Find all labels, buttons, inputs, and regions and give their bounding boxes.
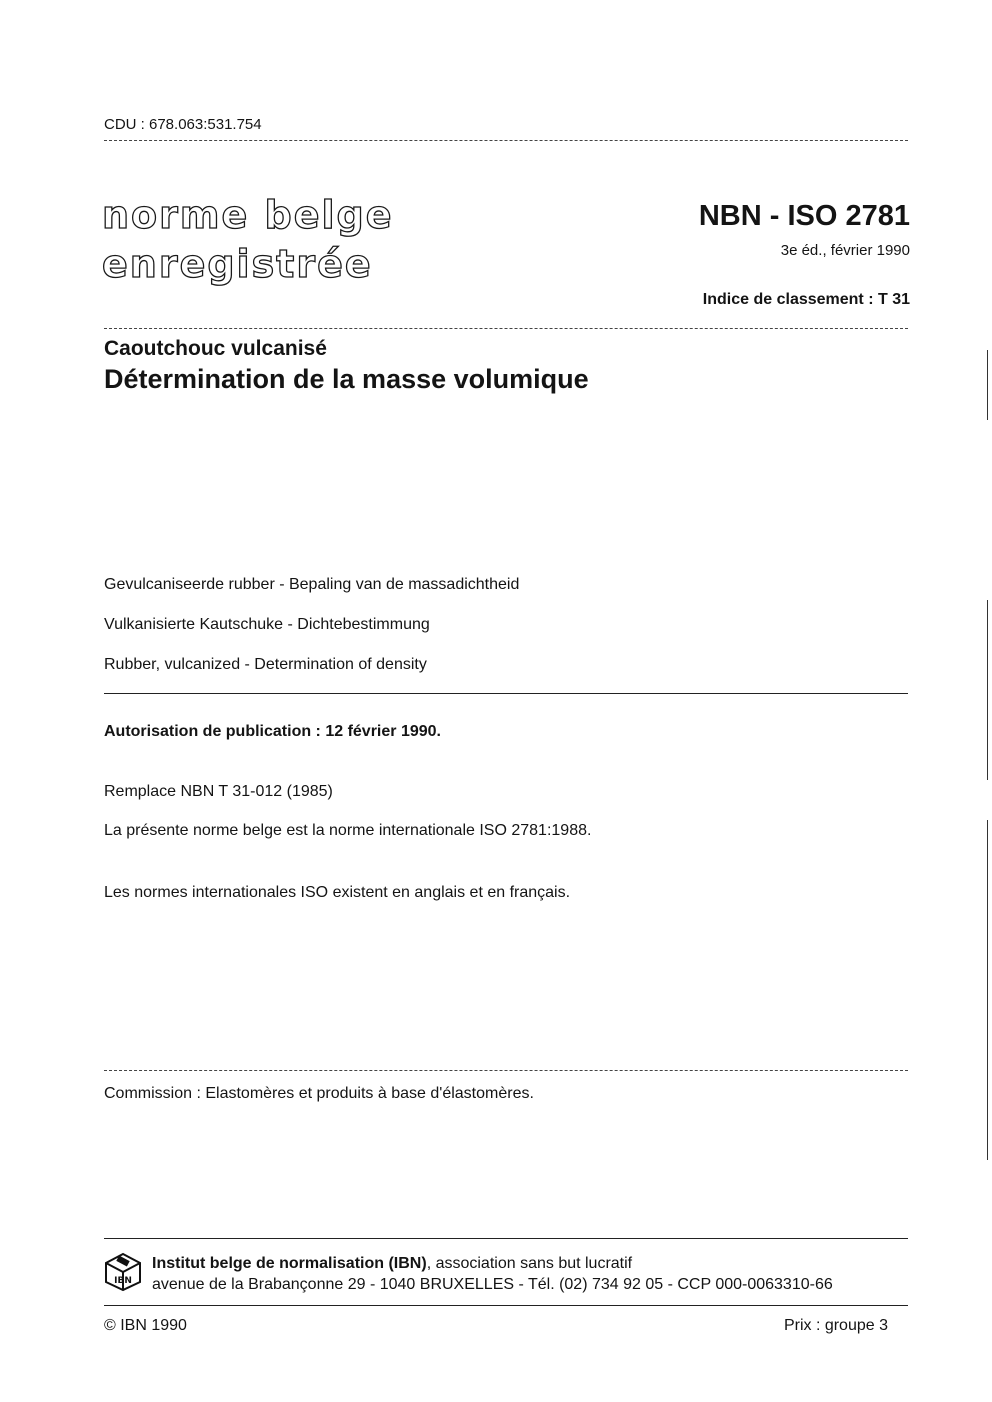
- title-rule: [104, 328, 908, 329]
- document-subtitle: Caoutchouc vulcanisé: [104, 337, 327, 360]
- brand-title-line2: enregistrée: [102, 242, 373, 286]
- commission-text: Commission : Elastomères et produits à base d'élastomères.: [104, 1085, 534, 1102]
- ibn-logo-text: IBN: [114, 1276, 132, 1286]
- equivalence-note: La présente norme belge est la norme internationale ISO 2781:1988.: [104, 822, 592, 839]
- institute-suffix: , association sans but lucratif: [426, 1255, 633, 1272]
- scan-edge-line: [987, 600, 988, 780]
- price-group: Prix : groupe 3: [783, 1317, 888, 1334]
- edition-date: 3e éd., février 1990: [780, 242, 910, 259]
- standard-number: NBN - ISO 2781: [698, 200, 910, 232]
- header-rule: [104, 140, 908, 141]
- footer-bottom-rule: [104, 1305, 908, 1306]
- cdu-code: CDU : 678.063:531.754: [104, 116, 262, 133]
- classification-index: Indice de classement : T 31: [702, 291, 910, 308]
- footer-top-rule: [104, 1238, 908, 1239]
- commission-rule: [104, 1070, 908, 1071]
- scan-edge-line: [987, 820, 988, 1160]
- scan-edge-line: [987, 350, 988, 420]
- replaces-note: Remplace NBN T 31-012 (1985): [104, 783, 333, 800]
- institute-address: avenue de la Brabançonne 29 - 1040 BRUXELLES - Tél. (02) 734 92 05 - CCP 000-0063310-66: [152, 1276, 833, 1293]
- translations-rule: [104, 693, 908, 694]
- institute-name: Institut belge de normalisation (IBN): [152, 1255, 427, 1272]
- translation-english: Rubber, vulcanized - Determination of density: [104, 656, 427, 673]
- languages-note: Les normes internationales ISO existent en anglais et en français.: [104, 884, 571, 901]
- institute-line: [152, 1255, 632, 1273]
- copyright-notice: © IBN 1990: [104, 1317, 187, 1334]
- ibn-logo-icon: [104, 1252, 142, 1292]
- publication-authorisation: Autorisation de publication : 12 février 1990.: [104, 723, 441, 740]
- translation-dutch: Gevulcaniseerde rubber - Bepaling van de massadichtheid: [104, 576, 520, 593]
- translation-german: Vulkanisierte Kautschuke - Dichtebestimmung: [104, 616, 430, 633]
- brand-title-line1: norme belge: [102, 193, 394, 237]
- document-title: Détermination de la masse volumique: [104, 364, 589, 394]
